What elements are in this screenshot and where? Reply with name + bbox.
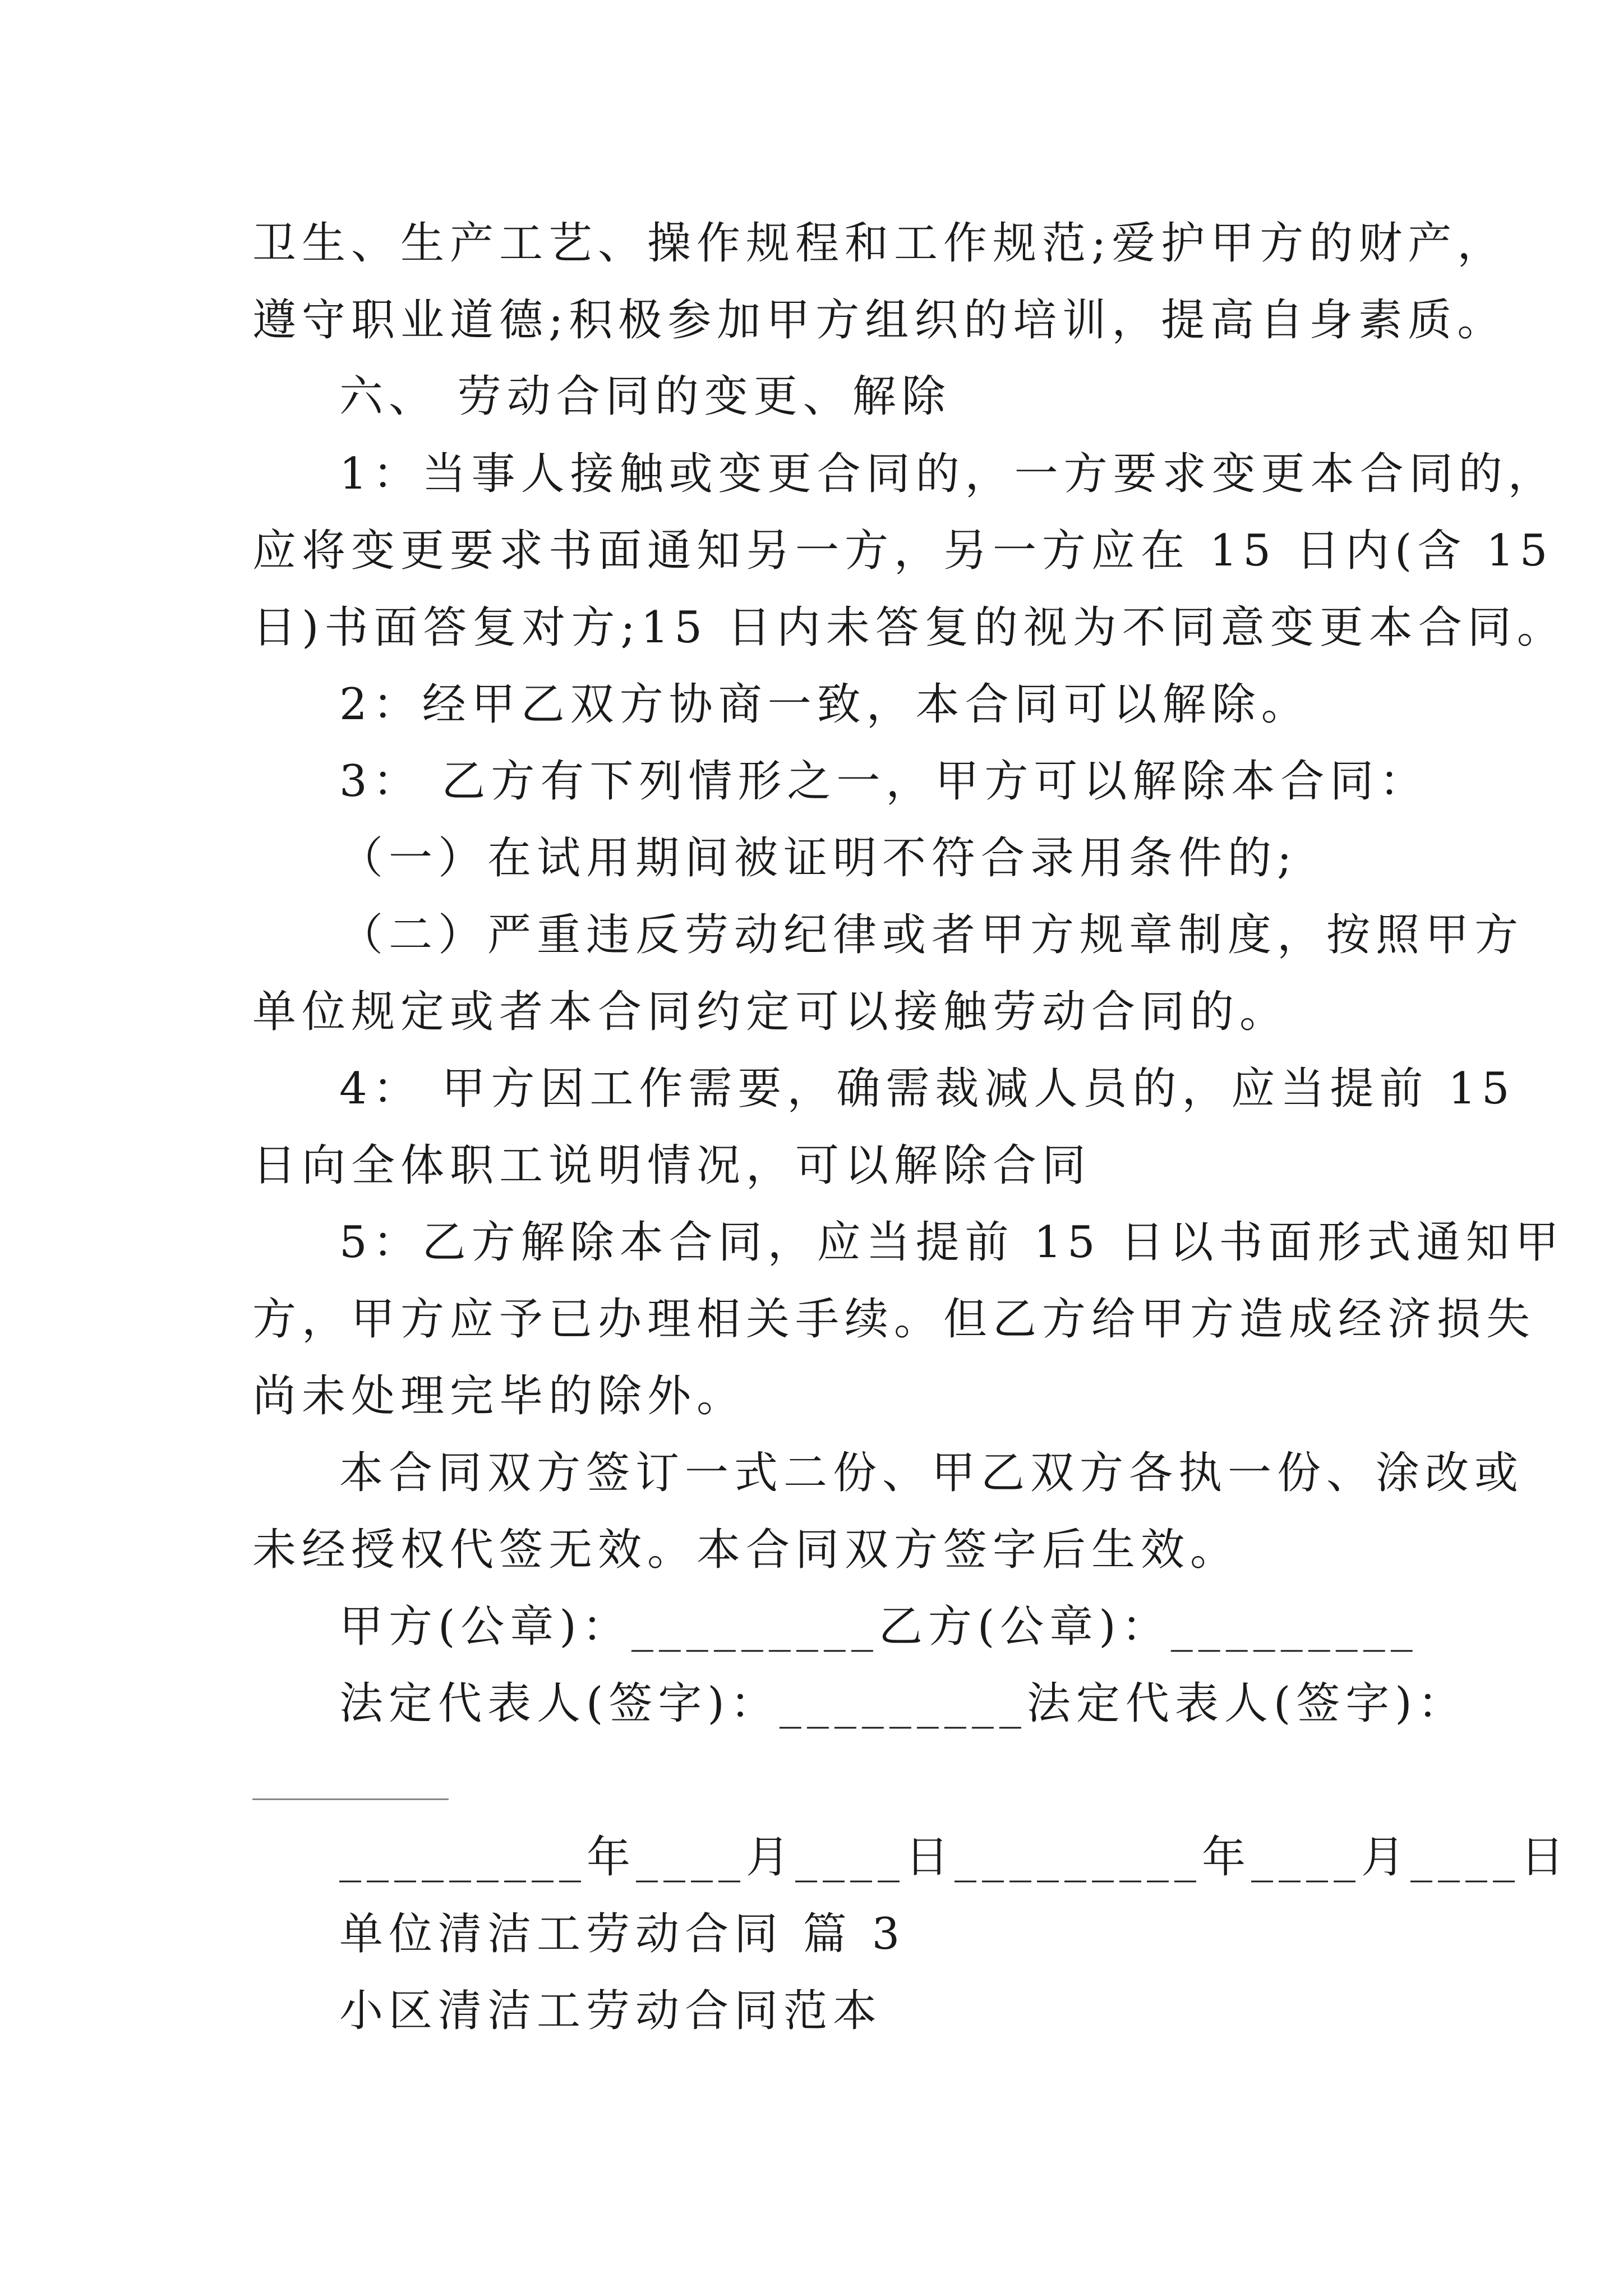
text-line: 2：经甲乙双方协商一致，本合同可以解除。: [339, 679, 1311, 730]
text-line: 卫生、生产工艺、操作规程和工作规范;爱护甲方的财产，: [252, 218, 1507, 269]
signature-line-representative: 法定代表人(签字)：_________法定代表人(签字)：: [339, 1678, 1467, 1729]
text-line: 4： 甲方因工作需要，确需裁减人员的，应当提前 15: [339, 1064, 1515, 1114]
signature-blank: [252, 1798, 449, 1800]
text-line: 遵守职业道德;积极参加甲方组织的培训，提高自身素质。: [252, 295, 1507, 346]
text-line: 尚未处理完毕的除外。: [252, 1371, 746, 1421]
text-line: 方，甲方应予已办理相关手续。但乙方给甲方造成经济损失: [252, 1294, 1536, 1345]
text-line: 日)书面答复对方;15 日内未答复的视为不同意变更本合同。: [252, 602, 1566, 653]
section-title: 小区清洁工劳动合同范本: [339, 1986, 883, 2036]
text-line: 5：乙方解除本合同，应当提前 15 日以书面形式通知甲: [339, 1217, 1565, 1268]
text-line: 未经授权代签无效。本合同双方签字后生效。: [252, 1525, 1240, 1575]
text-line: （二）严重违反劳动纪律或者甲方规章制度，按照甲方: [339, 910, 1524, 960]
text-line: 1：当事人接触或变更合同的，一方要求变更本合同的，: [339, 449, 1557, 499]
section-heading: 六、 劳动合同的变更、解除: [339, 371, 951, 422]
text-line: 本合同双方签订一式二份、甲乙双方各执一份、涂改或: [339, 1448, 1524, 1498]
text-line: 日向全体职工说明情况，可以解除合同: [252, 1140, 1092, 1191]
text-line: 应将变更要求书面通知另一方，另一方应在 15 日内(含 15: [252, 526, 1553, 576]
text-line: （一）在试用期间被证明不符合录用条件的;: [339, 833, 1298, 884]
section-title: 单位清洁工劳动合同 篇 3: [339, 1909, 906, 1959]
text-line: 单位规定或者本合同约定可以接触劳动合同的。: [252, 987, 1289, 1037]
signature-line-seal: 甲方(公章)：_________乙方(公章)：_________: [339, 1602, 1418, 1652]
text-line: 3： 乙方有下列情形之一，甲方可以解除本合同：: [339, 756, 1429, 807]
date-line: _________年____月____日_________年____月____日: [339, 1832, 1570, 1883]
